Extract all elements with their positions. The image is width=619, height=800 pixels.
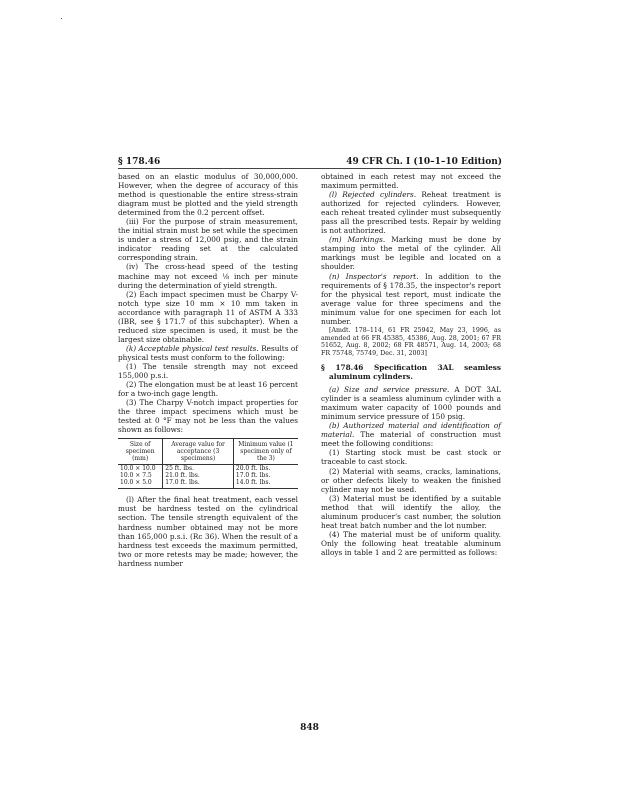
paragraph — [321, 385, 501, 421]
paragraph: based on an elastic modulus of 30,000,000. However, when the degree of accuracy of this method is questionable the entire stress-strain diagram must be plotted and the yield strength determined from the 0.2 percent offset. — [118, 172, 298, 218]
paragraph — [321, 421, 501, 448]
table-cell: 17.0 ft. lbs. — [163, 479, 234, 489]
table-cell: 10.0 × 10.0 — [120, 465, 156, 473]
table-cell: 10.0 × 5.0 — [118, 479, 163, 489]
table-cell: 21.0 ft. lbs. — [163, 472, 234, 479]
paragraph-heading: (n) Inspector's report. — [329, 271, 419, 281]
paragraph: (2) The elongation must be at least 16 percent for a two-inch gage length. — [118, 380, 298, 399]
table-row — [118, 472, 298, 479]
paragraph-text: A DOT 3AL cylinder is a seamless aluminum cylinder with a maximum water capacity of 1000 pounds and minimum service pressure of 150 psig. — [321, 385, 501, 422]
paragraph-text: In addition to the requirements of § 178.35, the inspector's report for the physical test report, must indicate the average value for three specimens and the minimum value for one specimen for each lot number. — [321, 271, 501, 326]
header-rule — [118, 168, 501, 169]
paragraph: (l) After the final heat treatment, each vessel must be hardness tested on the cylindrical section. The tensile strength equivalent of the hardness number obtained may not be more than 165,000 p.s.i. (Rc 36). When the result of a hardness test exceeds the maximum permitted, two or more retests may be made; however, the hardness number — [118, 495, 298, 568]
paragraph-label: (2) — [126, 289, 137, 299]
paragraph-heading: (a) Size and service pressure. — [329, 385, 450, 395]
paragraph — [321, 190, 501, 235]
section-title: § 178.46 Specification 3AL seamless aluminum cylinders. — [321, 362, 501, 382]
table-row — [118, 479, 298, 489]
paragraph-text: Marking must be done by stamping into the metal of the cylinder. All markings must be legible and located on a shoulder. — [321, 235, 501, 272]
paragraph — [118, 344, 298, 362]
paragraph: (1) The tensile strength may not exceed 155,000 p.s.i. — [118, 361, 298, 381]
paragraph-text: Results of physical tests must conform to the following: — [118, 343, 298, 362]
paragraph: (3) Material must be identified by a suitable method that will identify the alloy, the aluminum producer's cast number, the solution heat treat batch number and the lot number. — [321, 493, 501, 530]
paragraph: obtained in each retest may not exceed the maximum permitted. — [321, 172, 501, 191]
section-header: § 178.46 — [118, 157, 161, 167]
paragraph-heading: (l) Rejected cylinders. — [329, 190, 417, 200]
right-column — [321, 172, 501, 557]
table-cell: 10.0 × 7.5 — [120, 472, 152, 480]
column-header: Minimum value (1 specimen only of the 3) — [233, 439, 298, 465]
page-number: 848 — [300, 723, 319, 733]
paragraph — [118, 290, 298, 344]
paragraph: (3) The Charpy V-notch impact properties for the three impact specimens which must be tested at 0 °F may not be less than the values shown as follows: — [118, 398, 298, 435]
paragraph-heading: (k) Acceptable physical test results. — [126, 343, 259, 353]
column-header: Size of specimen (mm) — [118, 439, 163, 465]
paragraph — [321, 235, 501, 271]
paragraph: (iv) The cross-head speed of the testing machine may not exceed ⅛ inch per minute during the determination of yield strength. — [118, 262, 298, 290]
paragraph: (4) The material must be of uniform quality. Only the following heat treatable aluminum alloys in table 1 and 2 are permitted as follows: — [321, 529, 501, 557]
table-cell: 17.0 ft. lbs. — [233, 472, 298, 479]
paragraph — [321, 272, 501, 326]
paragraph-text: The material of construction must meet the following conditions: — [321, 430, 501, 449]
left-column — [118, 172, 298, 568]
table-cell: 25 ft. lbs. — [163, 465, 234, 473]
column-header: Average value for acceptance (3 specimens) — [163, 439, 234, 465]
paragraph: (1) Starting stock must be cast stock or traceable to cast stock. — [321, 448, 501, 467]
table-cell: 20.0 ft. lbs. — [233, 465, 298, 473]
paragraph: (2) Material with seams, cracks, laminations, or other defects likely to weaken the finished cylinder may not be used. — [321, 466, 501, 494]
table-header-row — [118, 439, 298, 465]
impact-values-table — [118, 438, 298, 489]
paragraph-text: Each impact specimen must be Charpy V-notch type size 10 mm × 10 mm taken in accordance with paragraph 11 of ASTM A 333 (IBR, see § 171.7 of this subchapter). When a reduced size specimen is used, it must be the largest size obtainable. — [118, 289, 298, 344]
table-row — [118, 465, 298, 473]
scan-speck — [61, 18, 62, 19]
paragraph-heading: (b) Authorized material and identification of material. — [321, 421, 501, 440]
paragraph: (iii) For the purpose of strain measurement, the initial strain must be set while the specimen is under a stress of 12,000 psig, and the strain indicator reading set at the calculated corresponding strain. — [118, 217, 298, 263]
amendment-note: [Amdt. 178–114, 61 FR 25942, May 23, 1996, as amended at 66 FR 45385, 45386, Aug. 28, 2001; 67 FR 51652, Aug. 8, 2002; 68 FR 48571, Aug. 14, 2003; 68 FR 75748, 75749, Dec. 31, 2003] — [321, 326, 501, 358]
paragraph-heading: (m) Markings. — [329, 235, 386, 245]
chapter-header: 49 CFR Ch. I (10–1–10 Edition) — [346, 157, 502, 167]
table-cell: 14.0 ft. lbs. — [233, 479, 298, 489]
paragraph-text: Reheat treatment is authorized for rejected cylinders. However, each reheat treated cylinder must subsequently pass all the prescribed tests. Repair by welding is not authorized. — [321, 190, 501, 236]
